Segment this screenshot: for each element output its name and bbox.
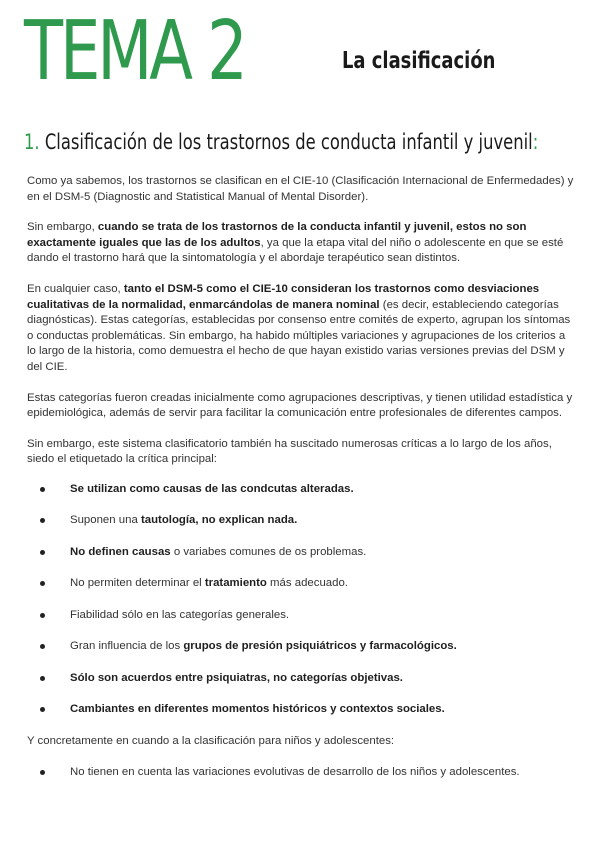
list-item-emphasis: No definen causas: [70, 545, 171, 558]
bullet-icon: [40, 613, 45, 618]
children-items-list: [27, 765, 575, 797]
list-item: [27, 576, 575, 608]
section-number: 1.: [24, 130, 40, 154]
list-item: [27, 765, 575, 797]
list-item-emphasis: tautología, no explican nada.: [140, 514, 298, 527]
section-heading: [24, 128, 538, 156]
bullet-icon: [40, 770, 45, 775]
paragraph-children-vs-adults: [27, 220, 575, 267]
p2-lead: Sin embargo,: [27, 221, 98, 234]
list-item-text: Suponen una: [70, 514, 141, 527]
list-item: [27, 671, 575, 703]
list-item-text: Gran influencia de los: [70, 640, 184, 653]
section-heading-text: Clasificación de los trastornos de conducta infantil y juvenil: [44, 130, 533, 154]
paragraph-categories-utility: Estas categorías fueron creadas inicialmente como agrupaciones descriptivas, y tienen utilidad estadística y epidemiológica, además de servir para facilitar la comunicación entre profesionales de diferentes campos.: [27, 391, 573, 420]
section-heading-colon: :: [532, 130, 539, 154]
chapter-subtitle: La clasificación: [342, 48, 496, 74]
list-item-text: No tienen en cuenta las variaciones evolutivas de desarrollo de los niños y adolescentes.: [70, 765, 520, 778]
list-item-text: Fiabilidad sólo en las categorías generales.: [70, 608, 290, 621]
list-item: [27, 639, 575, 671]
list-item-emphasis: Cambiantes en diferentes momentos históricos y contextos sociales.: [70, 703, 445, 716]
p3-rest: (es decir, estableciendo categorías diagnósticas). Estas categorías, establecidas por consenso entre comités de experto, agrupan los síntomas o conductas problemáticas. Sin embargo, ha habido múltiples variaciones y agrupaciones de los criterios a lo largo de la historia, como demuestra el hecho de que hayan existido varias versiones previas del DSM y del CIE.: [27, 298, 571, 373]
list-item-text-rest: más adecuado.: [266, 577, 348, 590]
bullet-icon: [40, 581, 45, 586]
list-item-emphasis: tratamiento: [204, 577, 267, 590]
bullet-icon: [40, 550, 45, 555]
p3-emphasis: tanto el DSM-5 como el CIE-10 consideran los trastornos como desviaciones cualitativas de la normalidad, enmarcándolas de manera nominal: [27, 282, 540, 311]
paragraph-dsm-cie: [27, 282, 575, 376]
list-item: [27, 545, 575, 577]
paragraph-criticisms-intro: Sin embargo, este sistema clasificatorio también ha suscitado numerosas críticas a lo largo de los años, siedo el etiquetado la crítica principal:: [27, 437, 552, 466]
criticisms-list: [27, 482, 575, 734]
tema-title: TEMA 2: [24, 4, 245, 99]
list-item-emphasis: Sólo son acuerdos entre psiquiatras, no categorías objetivas.: [70, 671, 403, 684]
list-item: [27, 608, 575, 640]
p2-rest: , ya que la etapa vital del niño o adolescente en que se esté dando el trastorno hará que la sintomatología y el abordaje terapéutico sean distintos.: [27, 236, 564, 265]
list-item-text-rest: o variabes comunes de os problemas.: [170, 545, 367, 558]
bullet-icon: [40, 487, 45, 492]
paragraph-children-classification: Y concretamente en cuando a la clasificación para niños y adolescentes:: [27, 734, 395, 747]
list-item: [27, 702, 575, 734]
bullet-icon: [40, 676, 45, 681]
list-item: [27, 482, 575, 514]
list-item-emphasis: Se utilizan como causas de las condcutas alteradas.: [70, 482, 354, 495]
document-body: [27, 174, 575, 796]
p2-emphasis: cuando se trata de los trastornos de la conducta infantil y juvenil, estos no son exactamente iguales que las de los adultos: [27, 221, 527, 249]
list-item-emphasis: grupos de presión psiquiátricos y farmacológicos.: [183, 640, 457, 653]
bullet-icon: [40, 644, 45, 649]
p3-lead: En cualquier caso,: [27, 282, 124, 295]
list-item: [27, 513, 575, 545]
bullet-icon: [40, 518, 45, 523]
list-item-text: No permiten determinar el: [70, 577, 205, 590]
paragraph-intro: Como ya sabemos, los trastornos se clasifican en el CIE-10 (Clasificación Internacional de Enfermedades) y en el DSM-5 (Diagnostic and Statistical Manual of Mental Disorder).: [27, 175, 574, 203]
bullet-icon: [40, 707, 45, 712]
